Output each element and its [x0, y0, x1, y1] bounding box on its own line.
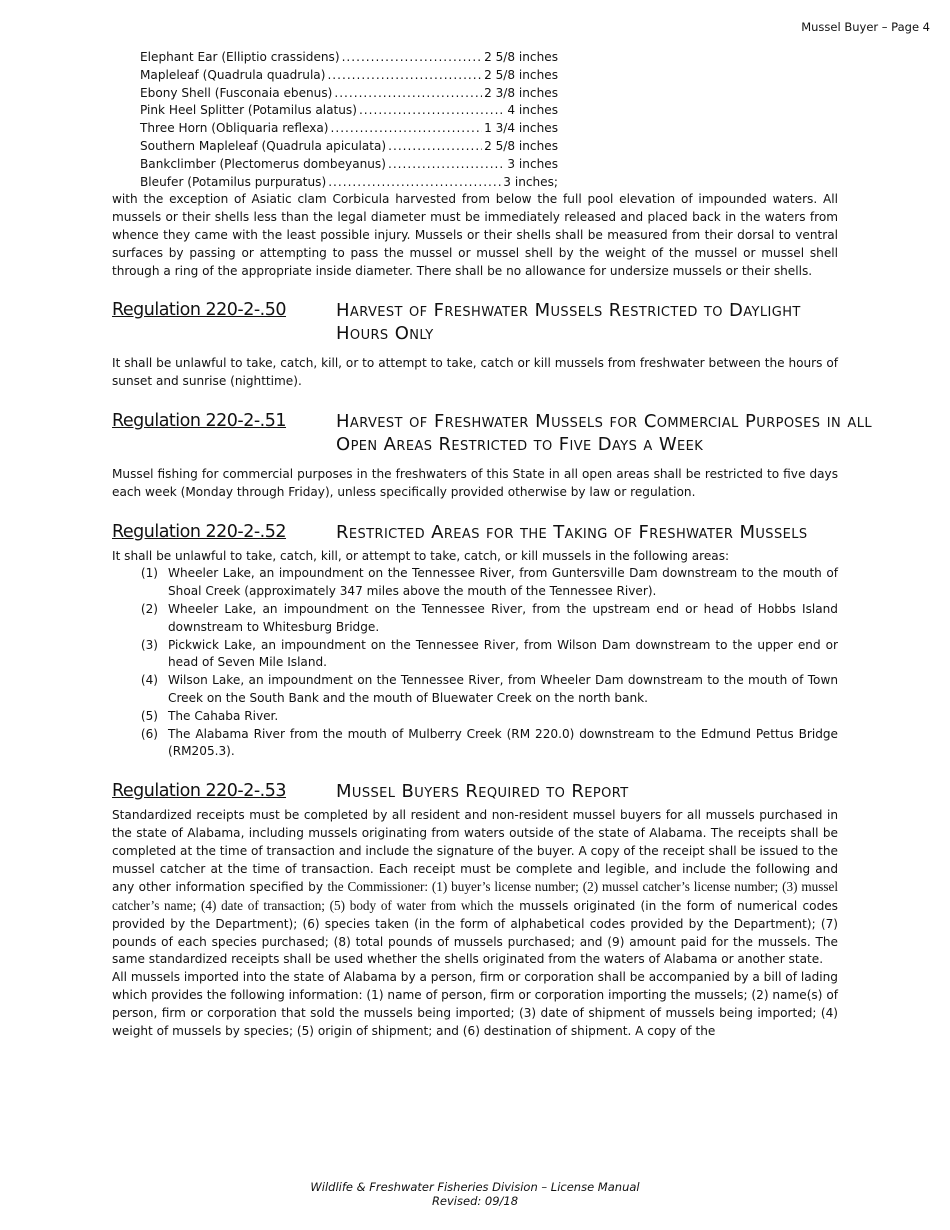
list-item	[112, 726, 838, 762]
species-name: Bankclimber (Plectomerus dombeyanus)	[140, 156, 386, 171]
list-text: The Cahaba River.	[168, 708, 279, 723]
page-header: Mussel Buyer – Page 4	[801, 20, 930, 34]
leader-dots	[327, 67, 482, 85]
species-size: 2 5/8 inches	[484, 67, 558, 82]
regulation-number: Regulation 220-2-.50	[112, 300, 287, 321]
species-size-list	[112, 49, 838, 191]
regulation-number: Regulation 220-2-.51	[112, 410, 287, 431]
species-size: 4 inches	[507, 103, 558, 118]
list-text: The Alabama River from the mouth of Mulberry Creek (RM 220.0) downstream to the Edmund Pettus Bridge (RM205.3).	[168, 726, 838, 759]
regulation-number: Regulation 220-2-.53	[112, 781, 287, 802]
regulation-body	[112, 807, 838, 969]
list-item	[112, 672, 838, 708]
regulation-body: It shall be unlawful to take, catch, kill, or attempt to take, catch, or kill mussels in the following areas:	[112, 548, 730, 563]
species-name: Elephant Ear (Elliptio crassidens)	[140, 50, 340, 64]
list-item	[112, 637, 838, 673]
species-row	[140, 120, 558, 138]
species-name: Ebony Shell (Fusconaia ebenus)	[140, 85, 333, 100]
leader-dots	[388, 156, 505, 174]
regulation-heading	[112, 780, 838, 803]
species-name: Bleufer (Potamilus purpuratus)	[140, 174, 327, 189]
regulation-title: Restricted Areas for the Taking of Freshwater Mussels	[336, 521, 808, 543]
species-row	[140, 67, 558, 85]
regulation-heading	[112, 410, 872, 456]
regulation-title: Harvest of Freshwater Mussels for Commercial Purposes in all Open Areas Restricted to Five Days a Week	[336, 410, 872, 455]
list-text: Wilson Lake, an impoundment on the Tennessee River, from Wheeler Dam downstream to the mouth of Town Creek on the South Bank and the mouth of Bluewater Creek on the north bank.	[168, 673, 838, 705]
list-number: (5)	[140, 708, 158, 723]
species-name: Three Horn (Obliquaria reflexa)	[140, 121, 329, 136]
body-text-serif: the Commissioner: (1) buyer’s license number; (2) mussel catcher’s license number; (3) mussel catcher’s name; (4) date of transaction; (5) body of water from which the	[112, 879, 838, 914]
leader-dots	[331, 120, 483, 138]
species-size: 2 5/8 inches	[484, 50, 558, 64]
list-item	[112, 601, 838, 637]
list-text: Wheeler Lake, an impoundment on the Tennessee River, from the upstream end or head of Hobbs Island downstream to Whitesburg Bridge.	[168, 601, 838, 634]
list-number: (1)	[140, 566, 158, 581]
species-size: 3 inches;	[503, 174, 558, 189]
species-size: 3 inches	[507, 156, 558, 171]
species-row	[140, 138, 558, 156]
species-name: Southern Mapleleaf (Quadrula apiculata)	[140, 138, 387, 153]
page-footer	[0, 1180, 950, 1208]
species-size: 2 3/8 inches	[484, 85, 558, 100]
regulation-title: Harvest of Freshwater Mussels Restricted to Daylight Hours Only	[336, 300, 801, 345]
species-row	[140, 174, 558, 192]
list-number: (4)	[140, 673, 158, 688]
list-item	[112, 565, 838, 601]
regulation-body: All mussels imported into the state of Alabama by a person, firm or corporation shall be accompanied by a bill of lading which provides the following information: (1) name of person, firm or corporation importing the mussels; (2) name(s) of person, firm or corporation that sold the mussels being imported; (3) date of shipment of mussels being imported; (4) weight of mussels by species; (5) origin of shipment; and (6) destination of shipment. A copy of the	[112, 970, 838, 1038]
intro-paragraph: with the exception of Asiatic clam Corbicula harvested from below the full pool elevation of impounded waters. All mussels or their shells less than the legal diameter must be immediately released and placed back in the waters from whence they came with the least possible injury. Mussels or their shells shall be measured from their dorsal to ventral surfaces by passing or attempting to pass the mussel or mussel shell by the weight of the mussel or mussel shell through a ring of the appropriate inside diameter. There shall be no allowance for undersize mussels or their shells.	[112, 192, 838, 278]
list-number: (3)	[140, 637, 158, 652]
leader-dots	[328, 174, 501, 192]
regulation-body: Mussel fishing for commercial purposes in the freshwaters of this State in all open areas shall be restricted to five days each week (Monday through Friday), unless specifically provided otherwise by law or regulation.	[112, 466, 838, 499]
footer-line: Wildlife & Freshwater Fisheries Division – License Manual	[310, 1180, 640, 1194]
species-row	[140, 49, 558, 67]
body-text: Standardized receipts must be completed by all resident and non-resident mussel buyers for all mussels purchased in the state of Alabama, including mussels originating from waters outside of the state of Alabama. The receipts shall be completed at the time of transaction and include the signature of the buyer. A copy of the receipt shall be issued to the mussel catcher at the time of transaction. Each receipt must be complete and legible, and include the following and any other information specified by	[112, 808, 838, 895]
leader-dots	[359, 102, 505, 120]
species-row	[140, 156, 558, 174]
species-name: Mapleleaf (Quadrula quadrula)	[140, 67, 326, 82]
species-size: 2 5/8 inches	[484, 138, 558, 153]
regulation-title: Mussel Buyers Required to Report	[336, 781, 629, 803]
list-text: Wheeler Lake, an impoundment on the Tennessee River, from Guntersville Dam downstream to the mouth of Shoal Creek (approximately 347 miles above the mouth of the Tennessee River).	[168, 566, 838, 599]
species-row	[140, 85, 558, 103]
regulation-heading	[112, 299, 838, 345]
list-item	[112, 708, 838, 726]
document-body	[112, 49, 872, 1040]
leader-dots	[342, 49, 482, 67]
regulation-heading	[112, 521, 838, 544]
regulation-body: It shall be unlawful to take, catch, kill, or to attempt to take, catch or kill mussels from freshwater between the hours of sunset and sunrise (nighttime).	[112, 356, 838, 389]
footer-revised: Revised: 09/18	[431, 1194, 519, 1208]
body-text: mussels originated (in the form of numerical codes provided by the Department); (6) species taken (in the form of alphabetical codes provided by the Department); (7) pounds of each species purchased; (8) total pounds of mussels purchased; and (9) amount paid for the mussels. The same standardized receipts shall be used whether the shells originated from the waters of Alabama or another state.	[112, 899, 838, 967]
species-name: Pink Heel Splitter (Potamilus alatus)	[140, 103, 357, 118]
list-number: (6)	[140, 726, 158, 741]
leader-dots	[388, 138, 482, 156]
species-size: 1 3/4 inches	[484, 121, 558, 136]
leader-dots	[334, 85, 482, 103]
list-number: (2)	[140, 601, 158, 616]
regulation-number: Regulation 220-2-.52	[112, 521, 287, 542]
list-text: Pickwick Lake, an impoundment on the Tennessee River, from Wilson Dam downstream to the upper end or head of Seven Mile Island.	[168, 637, 838, 670]
species-row	[140, 102, 558, 120]
restricted-areas-list	[112, 565, 838, 761]
